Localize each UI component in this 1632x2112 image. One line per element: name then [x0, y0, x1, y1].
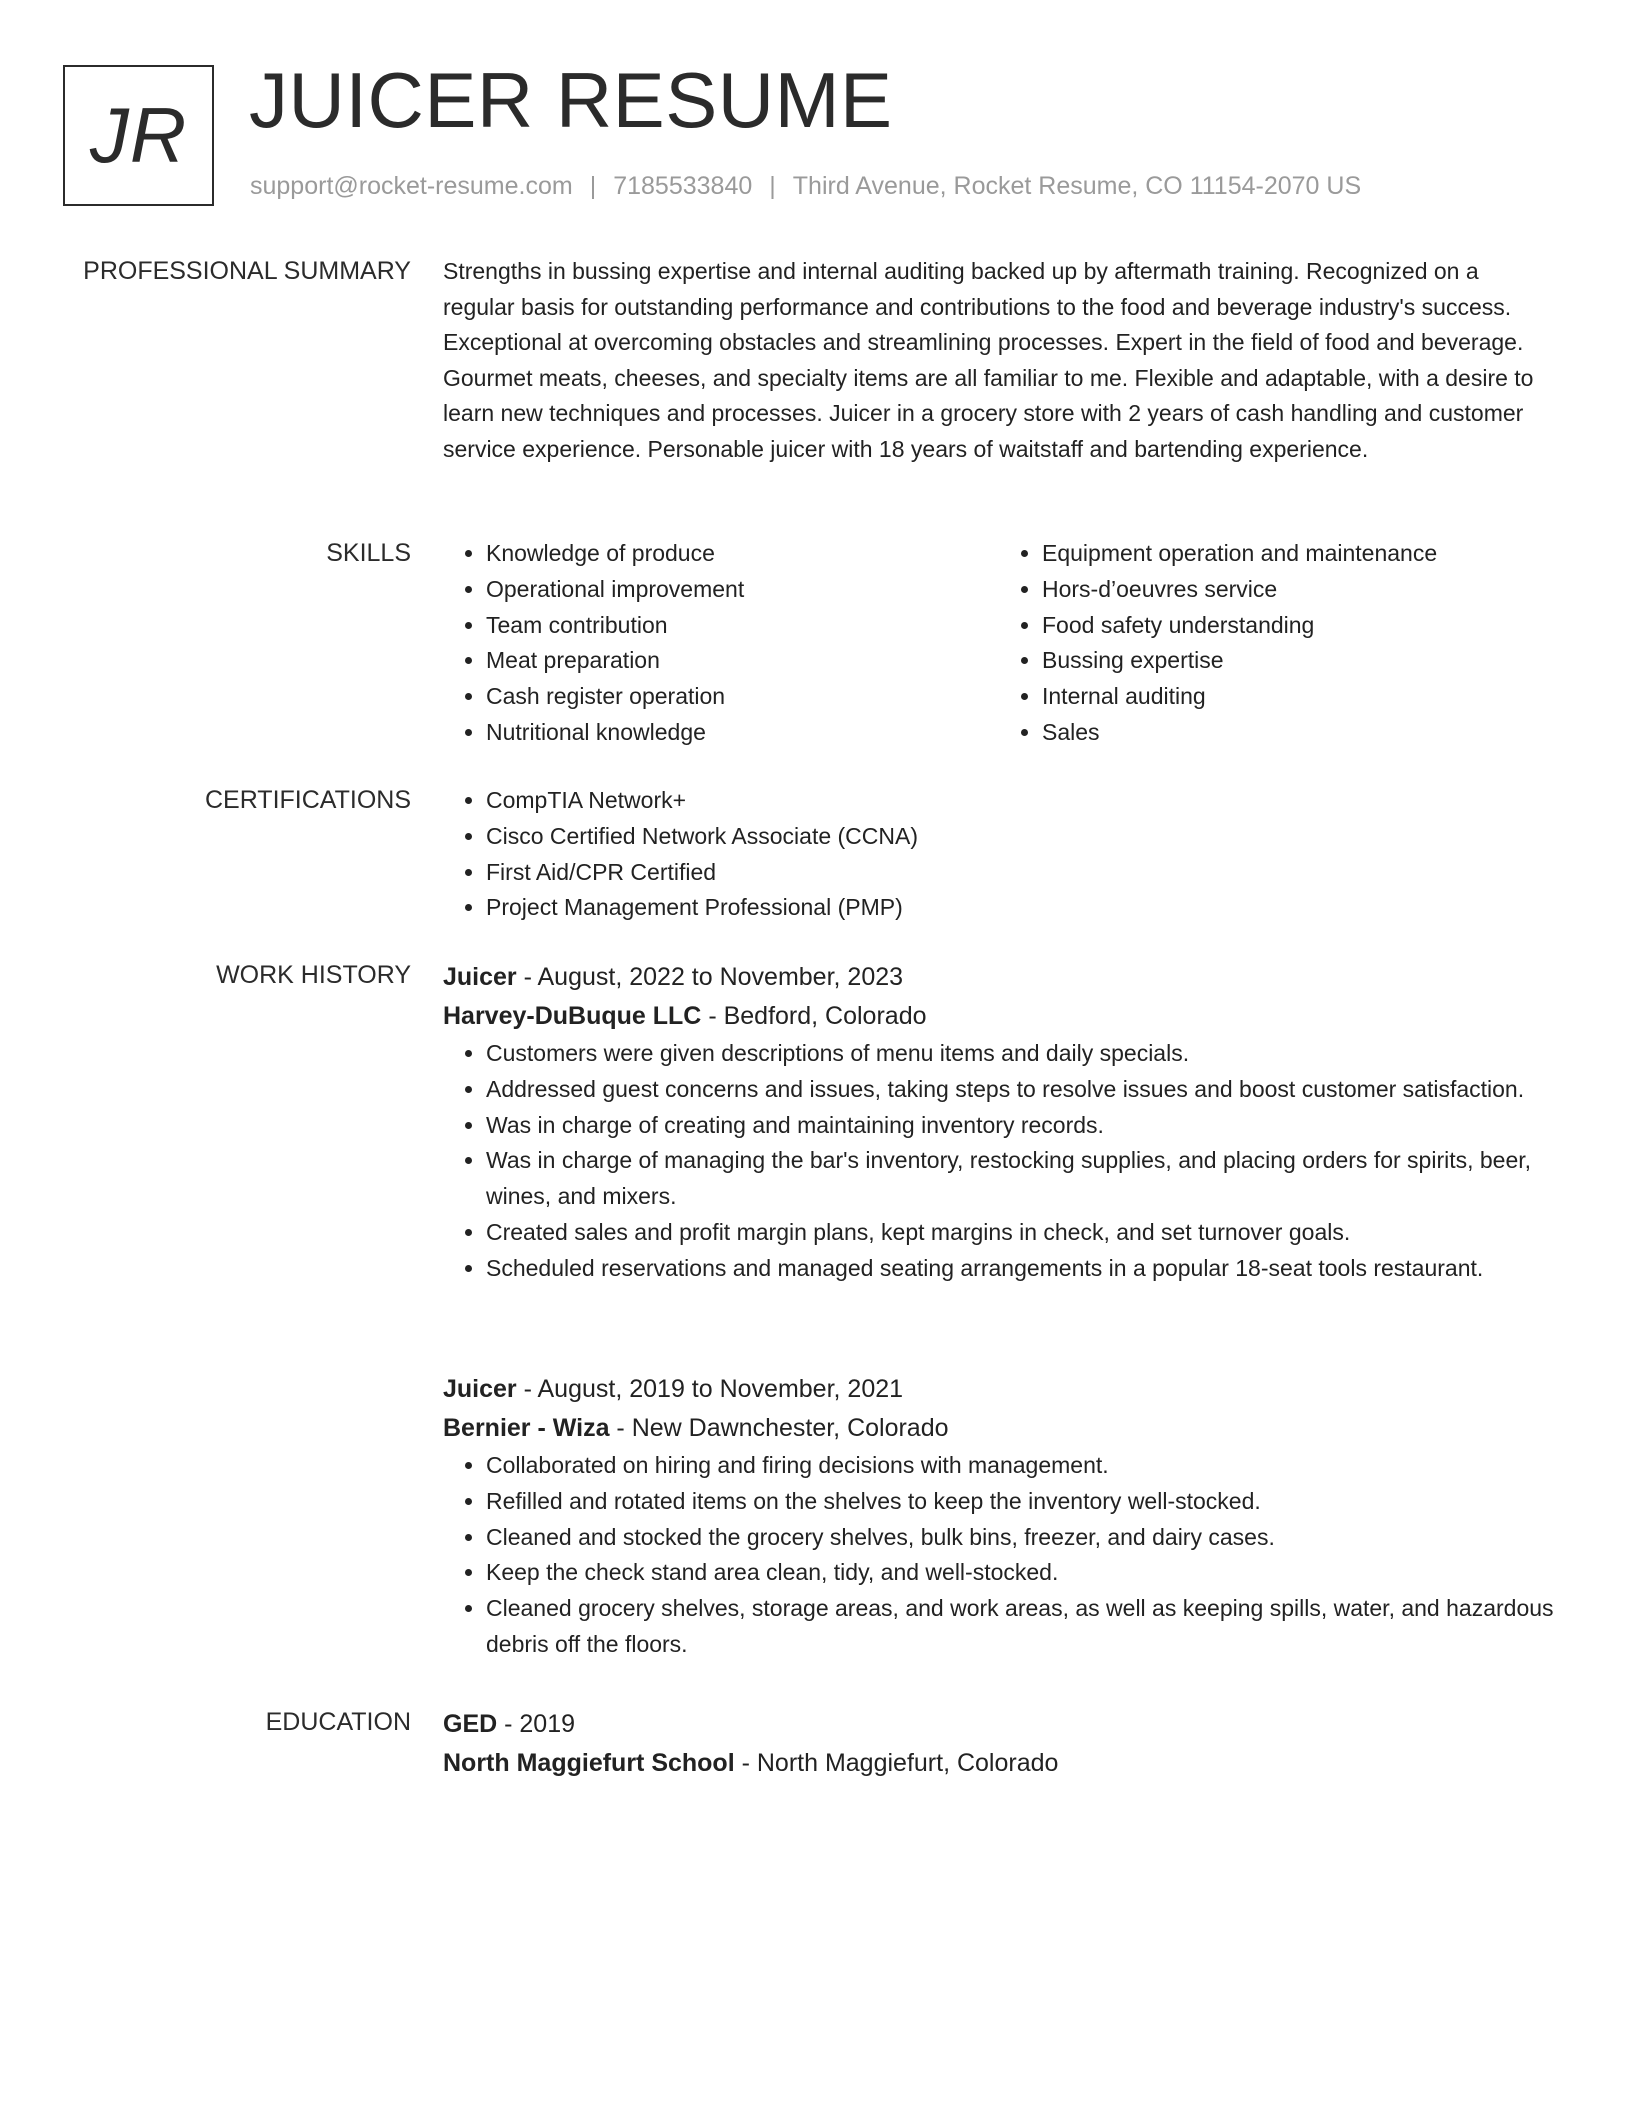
job-title-line [443, 958, 1555, 997]
job-company: Bernier - Wiza [443, 1414, 610, 1442]
job-duty: • Scheduled reservations and managed seating arrangements in a popular 18-seat tools restaurant. [486, 1251, 1555, 1287]
job-duty: • Keep the check stand area clean, tidy, and well-stocked. [486, 1555, 1555, 1591]
contact-phone[interactable]: 7185533840 [613, 172, 753, 200]
skill-item: • Team contribution [486, 608, 999, 644]
job-company-line [443, 997, 1555, 1036]
contact-separator: | [589, 172, 597, 200]
skill-item: • Operational improvement [486, 572, 999, 608]
skills-list-right [999, 536, 1555, 751]
degree-year: - 2019 [497, 1710, 576, 1738]
job-duty: • Created sales and profit margin plans, kept margins in check, and set turnover goals. [486, 1215, 1555, 1251]
certification-item: • Project Management Professional (PMP) [486, 890, 1555, 926]
certifications-heading: CERTIFICATIONS [204, 786, 411, 814]
skill-item: • Sales [1042, 715, 1555, 751]
contact-address: Third Avenue, Rocket Resume, CO 11154-2070 US [792, 172, 1362, 200]
skill-item: • Knowledge of produce [486, 536, 999, 572]
monogram-initials: JR [89, 91, 188, 179]
job-duty: • Cleaned grocery shelves, storage areas, and work areas, as well as keeping spills, water, and hazardous debris off the floors. [486, 1591, 1555, 1663]
job-duty: • Collaborated on hiring and firing decisions with management. [486, 1448, 1555, 1484]
skill-item: • Food safety understanding [1042, 608, 1555, 644]
contact-email[interactable]: support@rocket-resume.com [250, 172, 573, 200]
school-location: - North Maggiefurt, Colorado [734, 1749, 1059, 1777]
education-heading: EDUCATION [265, 1708, 411, 1736]
work-history-heading: WORK HISTORY [216, 961, 411, 989]
job-duty: • Refilled and rotated items on the shelves to keep the inventory well-stocked. [486, 1484, 1555, 1520]
job-dates: - August, 2019 to November, 2021 [516, 1375, 904, 1403]
certifications-list [443, 783, 1555, 926]
resume-name: JUICER RESUME [249, 56, 893, 144]
contact-separator: | [769, 172, 776, 200]
job-entry [443, 1370, 1555, 1663]
school-name: North Maggiefurt School [443, 1749, 735, 1777]
job-title-line [443, 1370, 1555, 1409]
degree: GED [443, 1710, 498, 1738]
job-location: - Bedford, Colorado [701, 1002, 927, 1030]
degree-line [443, 1705, 1555, 1744]
job-dates: - August, 2022 to November, 2023 [516, 963, 904, 991]
skill-item: • Internal auditing [1042, 679, 1555, 715]
certification-item: • Cisco Certified Network Associate (CCNA) [486, 819, 1555, 855]
skill-item: • Nutritional knowledge [486, 715, 999, 751]
job-duties-list [443, 1448, 1555, 1663]
summary-heading: PROFESSIONAL SUMMARY [83, 257, 411, 285]
job-duty: • Was in charge of creating and maintaining inventory records. [486, 1108, 1555, 1144]
school-line [443, 1744, 1555, 1783]
skill-item: • Meat preparation [486, 643, 999, 679]
job-location: - New Dawnchester, Colorado [609, 1414, 949, 1442]
job-duty: • Was in charge of managing the bar's inventory, restocking supplies, and placing orders for spirits, beer, wines, and mixers. [486, 1143, 1555, 1215]
skill-item: • Cash register operation [486, 679, 999, 715]
job-duties-list [443, 1036, 1555, 1287]
summary-text: Strengths in bussing expertise and internal auditing backed up by aftermath training. Recognized on a regular basis for outstanding performance and contributions to the food and beverage industry's success. Exceptional at overcoming obstacles and streamlining processes. Expert in the field of food and beverage. Gourmet meats, cheeses, and specialty items are all familiar to me. Flexible and adaptable, with a desire to learn new techniques and processes. Juicer in a grocery store with 2 years of cash handling and customer service experience. Personable juicer with 18 years of waitstaff and bartending experience. [443, 258, 1534, 462]
job-duty: • Addressed guest concerns and issues, taking steps to resolve issues and boost customer satisfaction. [486, 1072, 1555, 1108]
job-entry [443, 958, 1555, 1287]
job-title: Juicer [443, 1375, 517, 1403]
skill-item: • Bussing expertise [1042, 643, 1555, 679]
job-company-line [443, 1409, 1555, 1448]
certification-item: • First Aid/CPR Certified [486, 855, 1555, 891]
skill-item: • Hors-d’oeuvres service [1042, 572, 1555, 608]
job-title: Juicer [443, 963, 517, 991]
job-duty: • Cleaned and stocked the grocery shelves, bulk bins, freezer, and dairy cases. [486, 1520, 1555, 1556]
skills-list-left [443, 536, 999, 751]
contact-line [250, 172, 1361, 201]
monogram-logo [63, 65, 214, 206]
job-duty: • Customers were given descriptions of menu items and daily specials. [486, 1036, 1555, 1072]
certification-item: • CompTIA Network+ [486, 783, 1555, 819]
skills-heading: SKILLS [326, 539, 411, 567]
job-company: Harvey-DuBuque LLC [443, 1002, 702, 1030]
skill-item: • Equipment operation and maintenance [1042, 536, 1555, 572]
